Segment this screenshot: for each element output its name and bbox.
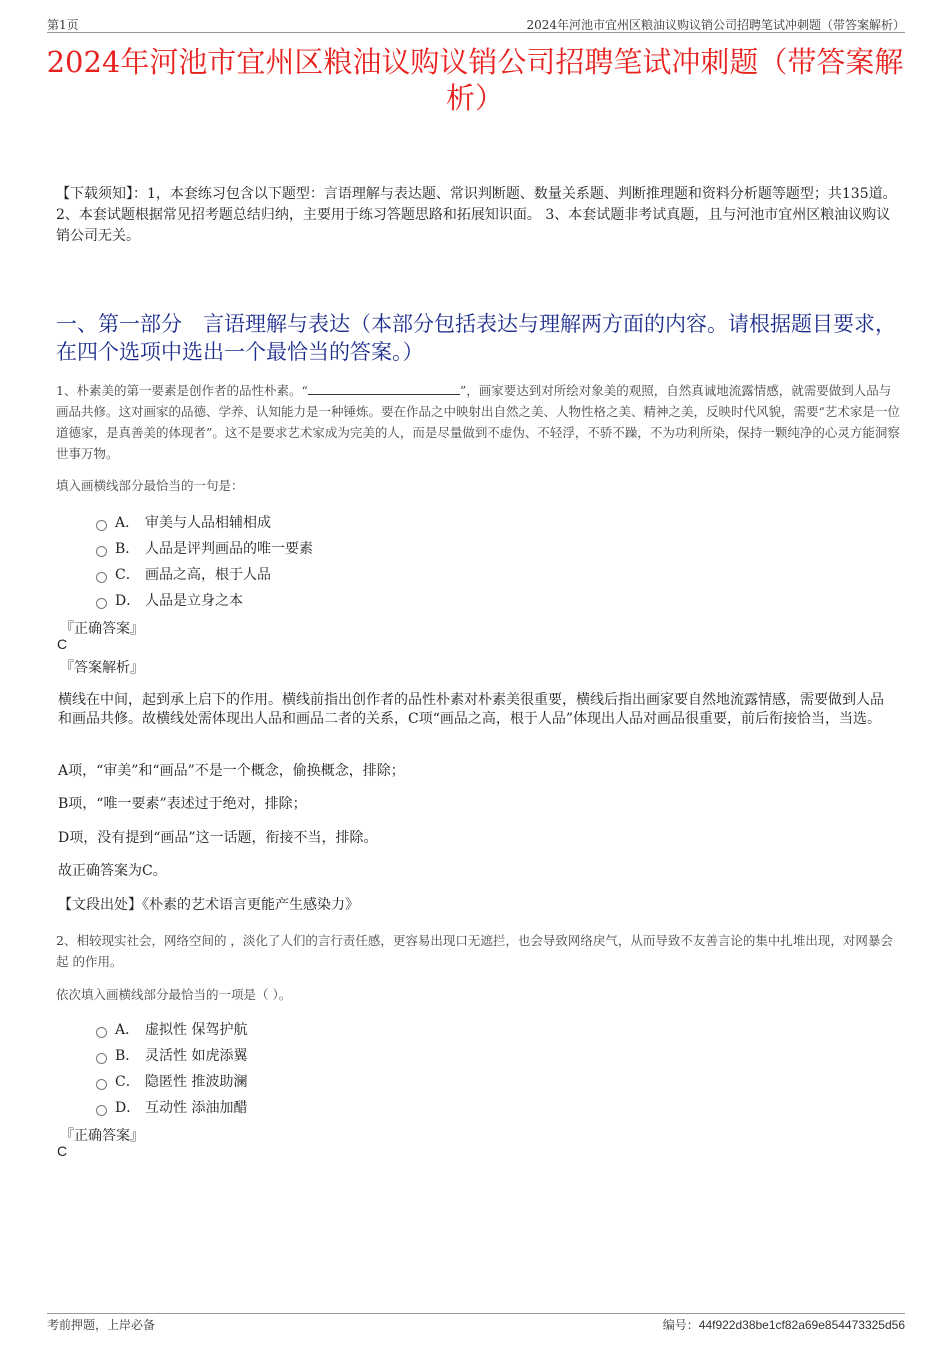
q1-answer-label: 『正确答案』 <box>60 621 144 637</box>
radio-button[interactable] <box>96 546 107 557</box>
q1-analysis-d: D项，没有提到“画品”这一话题，衔接不当，排除。 <box>58 830 378 846</box>
download-notice: 【下载须知】：1，本套练习包含以下题型：言语理解与表达题、常识判断题、数量关系题、判断推理题和资料分析题等题型；共135道。 2、本套试题根据常见招考题总结归纳，主要用于练习答题思路和拓展知识面。 3、本套试题非考试真题，且与河池市宜州区粮油议购议销公司无关。 <box>56 186 897 244</box>
q1-source: 【文段出处】《朴素的艺术语言更能产生感染力》 <box>58 897 359 913</box>
radio-button[interactable] <box>96 1027 107 1038</box>
q2-option-b[interactable]: B． 灵活性 如虎添翼 <box>96 1045 247 1065</box>
radio-button[interactable] <box>96 572 107 583</box>
q2-option-d[interactable]: D． 互动性 添油加醋 <box>96 1097 247 1117</box>
page-number: 第1页 <box>47 18 79 32</box>
fill-blank <box>308 382 460 395</box>
radio-button[interactable] <box>96 1079 107 1090</box>
q1-option-b[interactable]: B． 人品是评判画品的唯一要素 <box>96 538 313 558</box>
footer-slogan: 考前押题，上岸必备 <box>47 1318 156 1332</box>
question-1-stem: 1、朴素美的第一要素是创作者的品性朴素。“ ”，画家要达到对所绘对象美的观照，自然真诚地流露情感，就需要做到人品与画品共修。这对画家的品德、学养、认知能力是一种锤炼。要在作品之中映射出自然之美、人物性格之美、精神之美，反映时代风貌，需要“艺术家是一位道德家，是真善美的体现者”。这不是要求艺术家成为完美的人，而是尽量做到不虚伪、不轻浮，不骄不躁，不为功利所染，保持一颗纯净的心灵方能洞察世事万物。 <box>56 383 900 461</box>
q2-option-a[interactable]: A． 虚拟性 保驾护航 <box>96 1019 247 1039</box>
radio-button[interactable] <box>96 520 107 531</box>
q1-answer: C <box>57 636 68 652</box>
footer-code: 编号：44f922d38be1cf82a69e854473325d56 <box>662 1318 905 1332</box>
q1-analysis-a: A项，“审美”和“画品”不是一个概念，偷换概念，排除； <box>58 763 405 779</box>
radio-button[interactable] <box>96 1105 107 1116</box>
q2-answer-label: 『正确答案』 <box>60 1128 144 1144</box>
section-heading: 一、第一部分 言语理解与表达（本部分包括表达与理解两方面的内容。请根据题目要求，在四个选项中选出一个最恰当的答案。） <box>56 312 896 364</box>
q1-option-c[interactable]: C． 画品之高，根于人品 <box>96 564 271 584</box>
q1-analysis-main: 横线在中间，起到承上启下的作用。横线前指出创作者的品性朴素对朴素美很重要，横线后指出画家要自然地流露情感，需要做到人品和画品共修。故横线处需体现出人品和画品二者的关系，C项“画品之高，根于人品”体现出人品对画品很重要，前后衔接恰当，当选。 <box>58 692 884 727</box>
q1-analysis-label: 『答案解析』 <box>60 660 144 676</box>
page-footer <box>47 1313 905 1336</box>
question-1-prompt: 填入画横线部分最恰当的一句是： <box>56 478 244 493</box>
radio-button[interactable] <box>96 598 107 609</box>
q2-option-c[interactable]: C． 隐匿性 推波助澜 <box>96 1071 247 1091</box>
radio-button[interactable] <box>96 1053 107 1064</box>
question-2-stem: 2、相较现实社会，网络空间的 ，淡化了人们的言行责任感，更容易出现口无遮拦，也会导致网络戾气，从而导致不友善言论的集中扎堆出现，对网暴会起 的作用。 <box>56 933 893 969</box>
q2-answer: C <box>57 1143 68 1159</box>
q1-analysis-b: B项，“唯一要素”表述过于绝对，排除； <box>58 796 307 812</box>
page-header <box>47 14 905 33</box>
header-doc-title: 2024年河池市宜州区粮油议购议销公司招聘笔试冲刺题（带答案解析） <box>526 18 905 32</box>
q1-conclusion: 故正确答案为C。 <box>58 863 167 879</box>
q1-option-a[interactable]: A． 审美与人品相辅相成 <box>96 512 271 532</box>
page-title: 2024年河池市宜州区粮油议购议销公司招聘笔试冲刺题（带答案解析） <box>46 45 904 115</box>
question-2-prompt: 依次填入画横线部分最恰当的一项是（ ）。 <box>56 987 292 1002</box>
q1-option-d[interactable]: D． 人品是立身之本 <box>96 590 243 610</box>
